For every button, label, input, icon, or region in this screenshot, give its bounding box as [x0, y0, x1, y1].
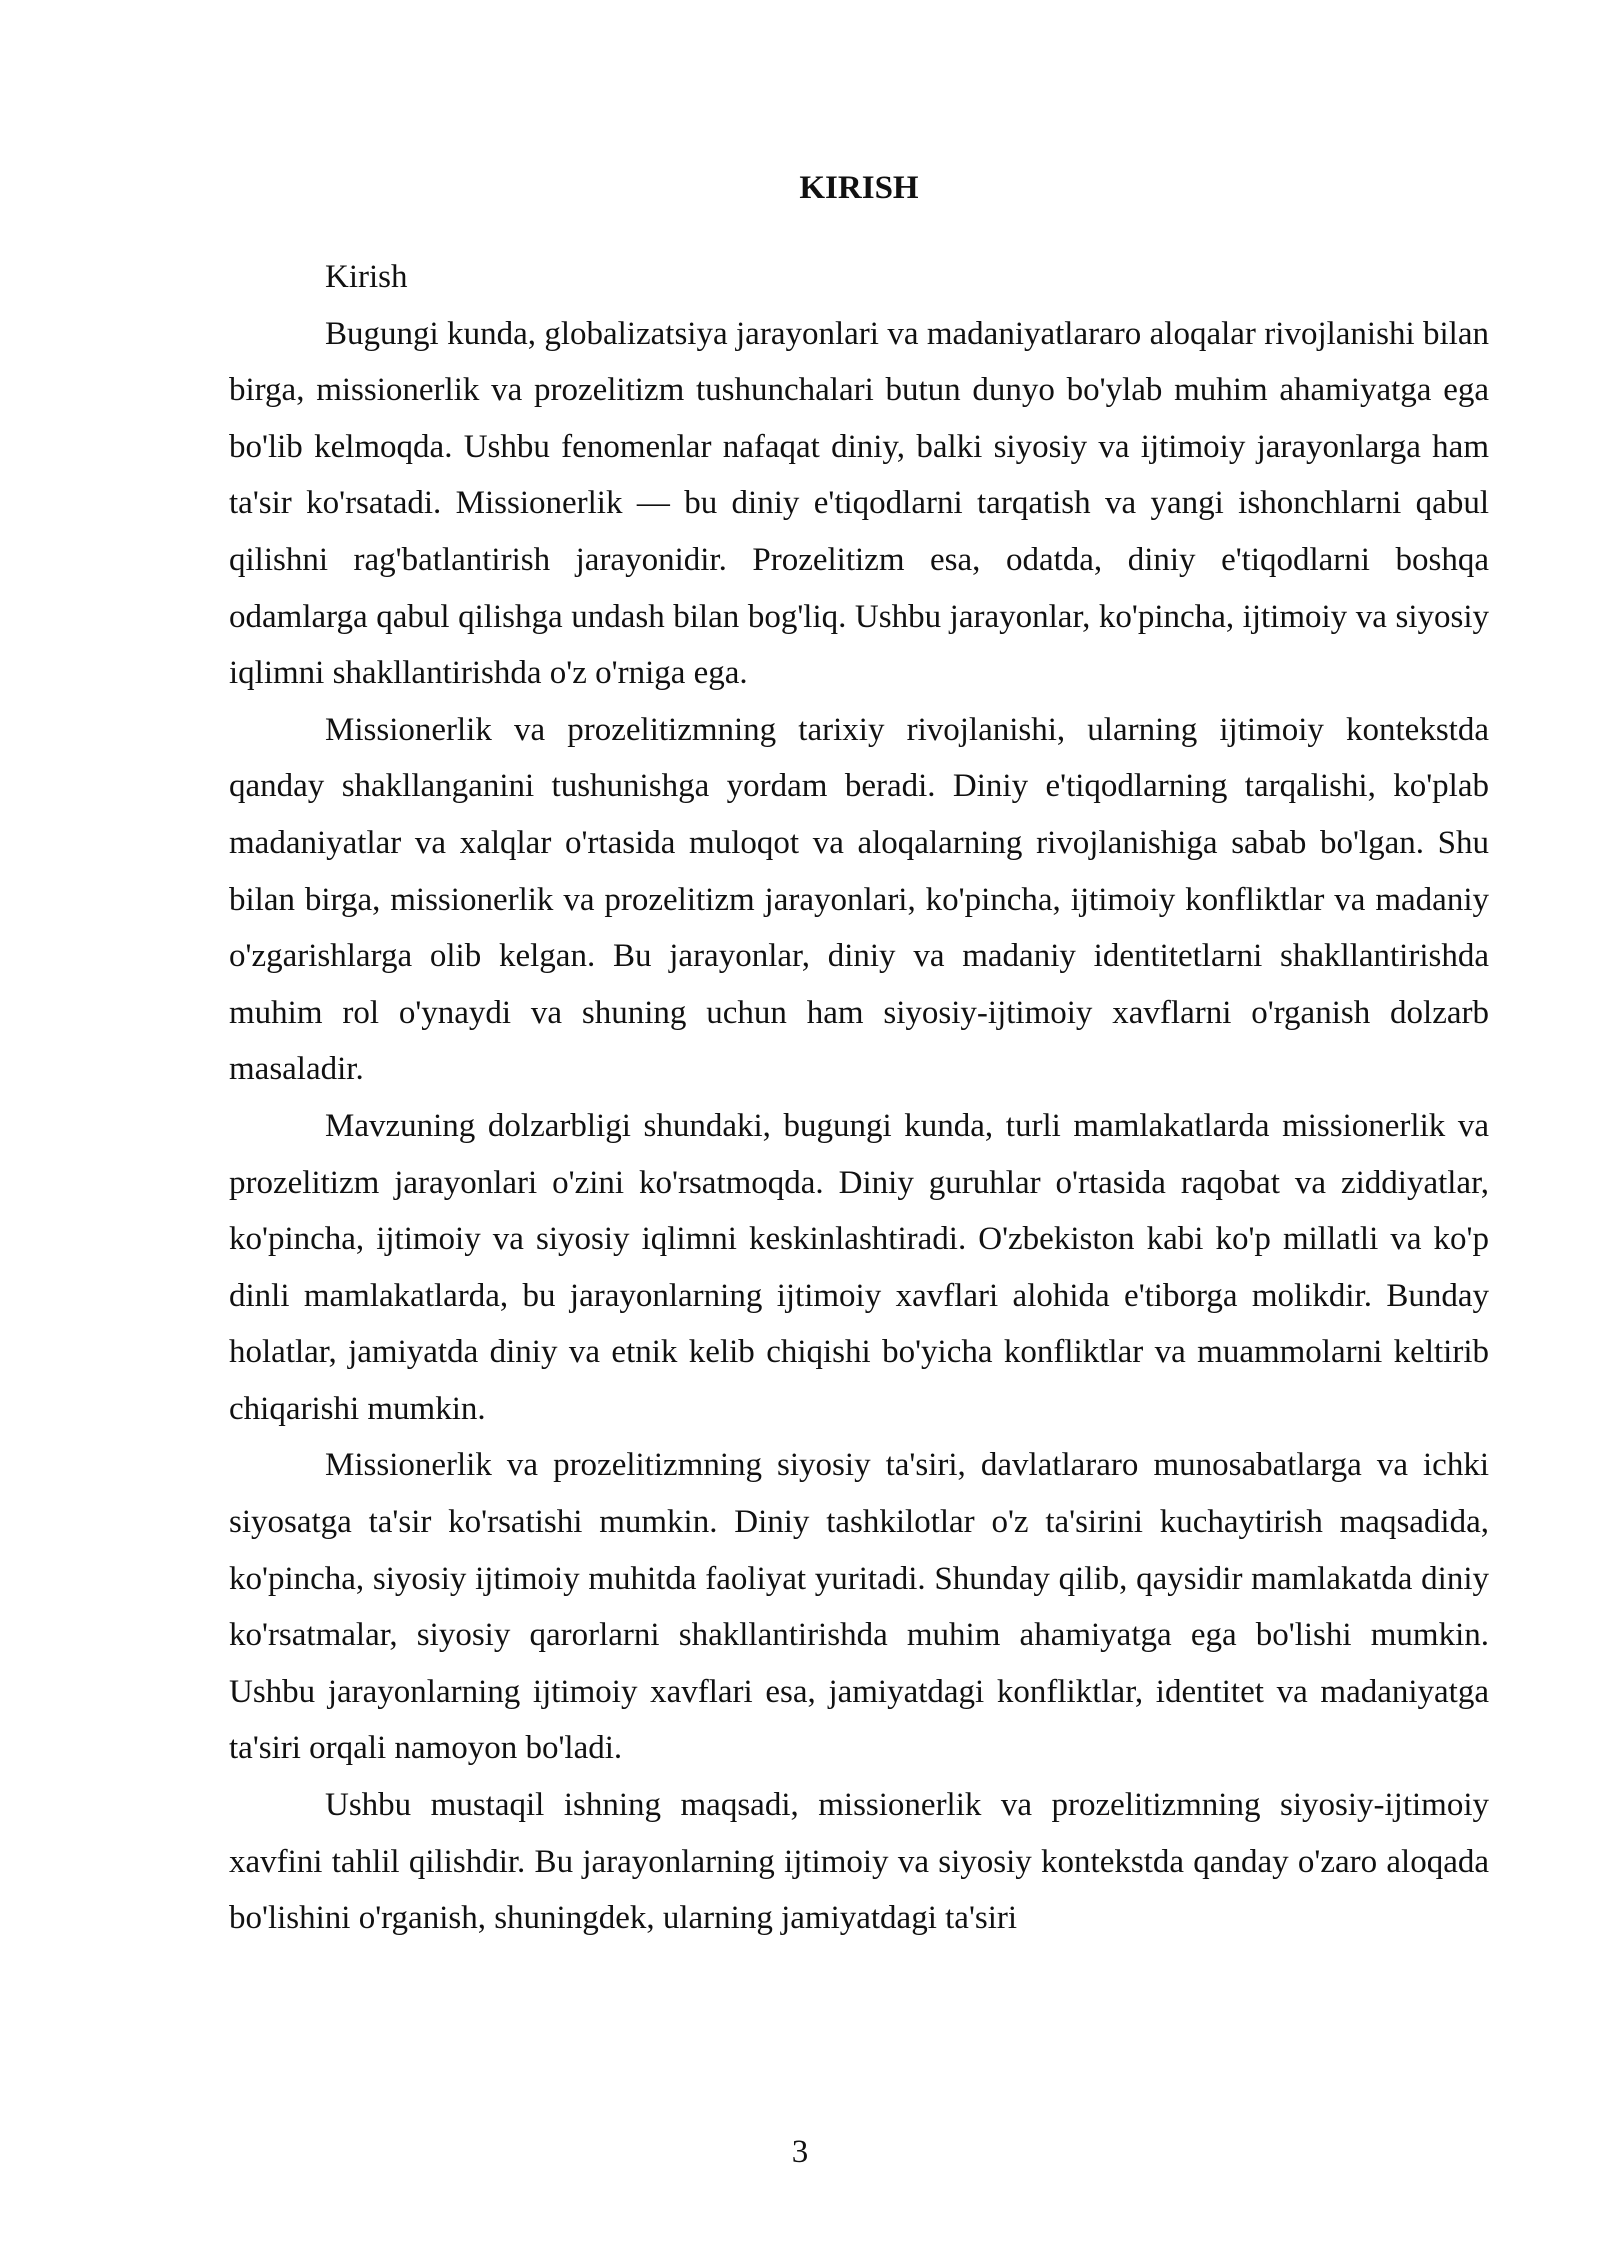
paragraph-relevance: Mavzuning dolzarbligi shundaki, bugungi kunda, turli mamlakatlarda missionerlik va prozelitizm jarayonlari o'zini ko'rsatmoqda. Diniy guruhlar o'rtasida raqobat va ziddiyatlar, ko'pincha, ijtimoiy va siyosiy iqlimni keskinlashtiradi. O'zbekiston kabi ko'p millatli va ko'p dinli mamlakatlarda, bu jarayonlarning ijtimoiy xavflari alohida e'tiborga molikdir. Bunday holatlar, jamiyatda diniy va etnik kelib chiqishi bo'yicha konfliktlar va muammolarni keltirib chiqarishi mumkin. [229, 1107, 1489, 1427]
paragraph-history: Missionerlik va prozelitizmning tarixiy rivojlanishi, ularning ijtimoiy kontekstda qanday shakllanganini tushunishga yordam beradi. Diniy e'tiqodlarning tarqalishi, ko'plab madaniyatlar va xalqlar o'rtasida muloqot va aloqalarning rivojlanishiga sabab bo'lgan. Shu bilan birga, missionerlik va prozelitizm jarayonlari, ko'pincha, ijtimoiy konfliktlar va madaniy o'zgarishlarga olib kelgan. Bu jarayonlar, diniy va madaniy identitetlarni shakllantirishda muhim rol o'ynaydi va shuning uchun ham siyosiy-ijtimoiy xavflarni o'rganish dolzarb masaladir. [229, 711, 1489, 1088]
page-number: 3 [791, 2134, 809, 2170]
paragraph-political-influence: Missionerlik va prozelitizmning siyosiy ta'siri, davlatlararo munosabatlarga va ichki siyosatga ta'sir ko'rsatishi mumkin. Diniy tashkilotlar o'z ta'sirini kuchaytirish maqsadida, ko'pincha, siyosiy ijtimoiy muhitda faoliyat yuritadi. Shunday qilib, qaysidir mamlakatda diniy ko'rsatmalar, siyosiy qarorlarni shakllantirishda muhim ahamiyatga ega bo'lishi mumkin. Ushbu jarayonlarning ijtimoiy xavflari esa, jamiyatdagi konfliktlar, identitet va madaniyatga ta'siri orqali namoyon bo'ladi. [229, 1447, 1489, 1767]
paragraph-goal: Ushbu mustaqil ishning maqsadi, missionerlik va prozelitizmning siyosiy-ijtimoiy xavfini tahlil qilishdir. Bu jarayonlarning ijtimoiy va siyosiy kontekstda qanday o'zaro aloqada bo'lishini o'rganish, shuningdek, ularning jamiyatdagi ta'siri [229, 1787, 1489, 1937]
page-content [229, 160, 1489, 1947]
paragraph-intro: Bugungi kunda, globalizatsiya jarayonlari va madaniyatlararo aloqalar rivojlanishi bilan birga, missionerlik va prozelitizm tushunchalari butun dunyo bo'ylab muhim ahamiyatga ega bo'lib kelmoqda. Ushbu fenomenlar nafaqat diniy, balki siyosiy va ijtimoiy jarayonlarga ham ta'sir ko'rsatadi. Missionerlik — bu diniy e'tiqodlarni tarqatish va yangi ishonchlarni qabul qilishni rag'batlantirish jarayonidir. Prozelitizm esa, odatda, diniy e'tiqodlarni boshqa odamlarga qabul qilishga undash bilan bog'liq. Ushbu jarayonlar, ko'pincha, ijtimoiy va siyosiy iqlimni shakllantirishda o'z o'rniga ega. [229, 315, 1489, 692]
page-title: KIRISH [799, 170, 919, 206]
paragraph-subheading: Kirish [325, 259, 408, 295]
